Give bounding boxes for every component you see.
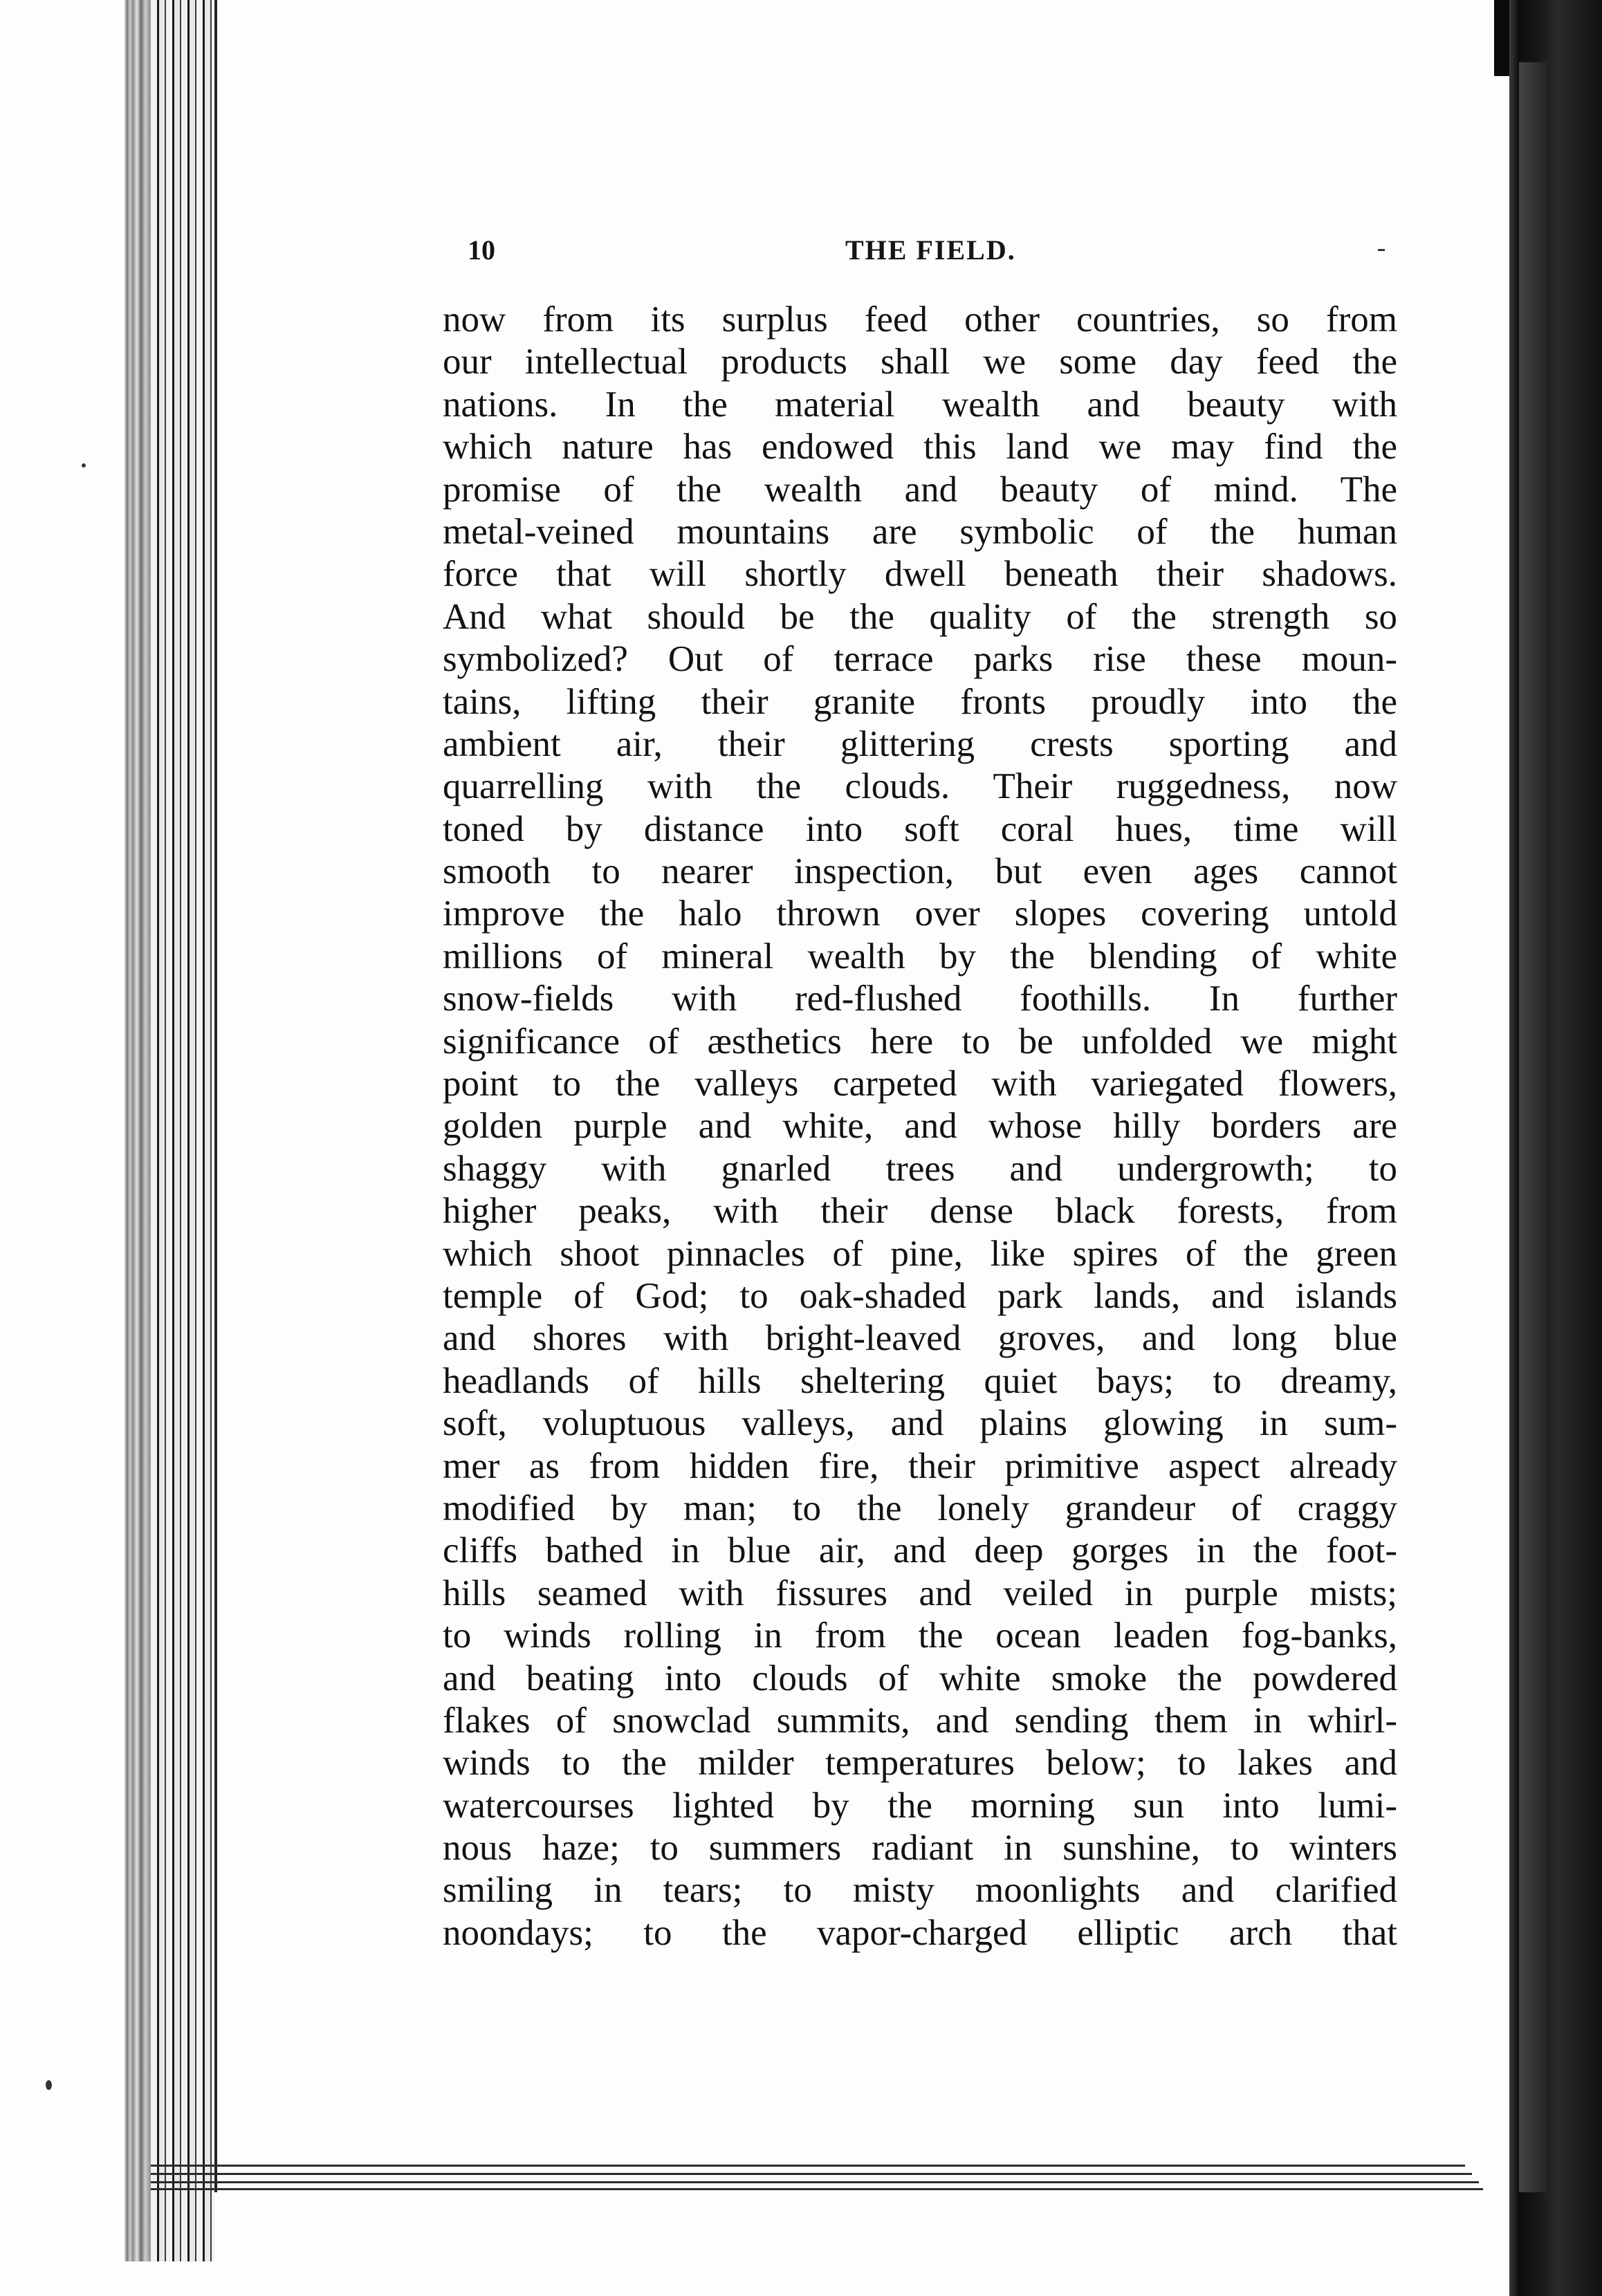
text-line: toned by distance into soft coral hues, time will bbox=[443, 808, 1397, 849]
text-line: winds to the milder temperatures below; to lakes and bbox=[443, 1743, 1397, 1784]
text-line: modified by man; to the lonely grandeur of craggy bbox=[443, 1488, 1397, 1528]
text-line: and beating into clouds of white smoke the powdered bbox=[443, 1658, 1397, 1698]
text-line: cliffs bathed in blue air, and deep gorges in the foot- bbox=[443, 1530, 1397, 1571]
text-line: now from its surplus feed other countries, so from bbox=[443, 299, 1397, 340]
page-number: 10 bbox=[468, 234, 495, 266]
text-line: noondays; to the vapor-charged elliptic arch that bbox=[443, 1912, 1397, 1953]
page-stack-edges bbox=[151, 0, 214, 2261]
text-line: which nature has endowed this land we may find the bbox=[443, 427, 1397, 467]
text-line: point to the valleys carpeted with variegated flowers, bbox=[443, 1064, 1397, 1104]
text-line: And what should be the quality of the strength so bbox=[443, 596, 1397, 637]
text-line: ambient air, their glittering crests sporting and bbox=[443, 723, 1397, 764]
book-binding-edge bbox=[125, 0, 151, 2261]
text-line: to winds rolling in from the ocean leaden fog-banks, bbox=[443, 1615, 1397, 1656]
text-line: golden purple and white, and whose hilly borders are bbox=[443, 1106, 1397, 1147]
text-line: headlands of hills sheltering quiet bays; to dreamy, bbox=[443, 1360, 1397, 1401]
text-line: significance of æsthetics here to be unfolded we might bbox=[443, 1021, 1397, 1062]
text-line: hills seamed with fissures and veiled in purple mists; bbox=[443, 1573, 1397, 1613]
header-mark bbox=[1378, 249, 1385, 251]
text-line: soft, voluptuous valleys, and plains glowing in sum- bbox=[443, 1403, 1397, 1444]
page-header bbox=[468, 234, 1394, 270]
text-line: shaggy with gnarled trees and undergrowth; to bbox=[443, 1148, 1397, 1189]
text-line: smiling in tears; to misty moonlights and clarified bbox=[443, 1870, 1397, 1911]
text-line: higher peaks, with their dense black forests, from bbox=[443, 1191, 1397, 1232]
page-bottom-edges bbox=[151, 2165, 1486, 2248]
text-line: snow-fields with red-flushed foothills. In further bbox=[443, 979, 1397, 1019]
text-line: metal-veined mountains are symbolic of the human bbox=[443, 511, 1397, 552]
text-line: improve the halo thrown over slopes covering untold bbox=[443, 894, 1397, 934]
text-line: quarrelling with the clouds. Their ruggedness, now bbox=[443, 766, 1397, 807]
text-line: flakes of snowclad summits, and sending them in whirl- bbox=[443, 1700, 1397, 1741]
text-line: smooth to nearer inspection, but even ages cannot bbox=[443, 851, 1397, 892]
text-line: which shoot pinnacles of pine, like spires of the green bbox=[443, 1233, 1397, 1274]
text-line: mer as from hidden fire, their primitive aspect already bbox=[443, 1445, 1397, 1486]
text-line: millions of mineral wealth by the blending of white bbox=[443, 936, 1397, 976]
text-line: tains, lifting their granite fronts proudly into the bbox=[443, 681, 1397, 722]
page-left-border bbox=[214, 0, 217, 2192]
text-line: temple of God; to oak-shaded park lands, and islands bbox=[443, 1275, 1397, 1316]
text-line: our intellectual products shall we some day feed the bbox=[443, 342, 1397, 382]
text-line: and shores with bright-leaved groves, and long blue bbox=[443, 1318, 1397, 1359]
text-line: nations. In the material wealth and beauty with bbox=[443, 384, 1397, 425]
text-line: watercourses lighted by the morning sun into lumi- bbox=[443, 1785, 1397, 1826]
scan-speck bbox=[82, 463, 86, 467]
text-line: promise of the wealth and beauty of mind. The bbox=[443, 469, 1397, 510]
text-line: force that will shortly dwell beneath their shadows. bbox=[443, 554, 1397, 595]
text-line: symbolized? Out of terrace parks rise these moun- bbox=[443, 639, 1397, 680]
body-text bbox=[443, 299, 1397, 1954]
running-head: THE FIELD. bbox=[845, 234, 1016, 266]
scan-speck bbox=[46, 2080, 52, 2090]
facing-page-highlight bbox=[1519, 62, 1547, 2192]
text-line: nous haze; to summers radiant in sunshine, to winters bbox=[443, 1828, 1397, 1869]
